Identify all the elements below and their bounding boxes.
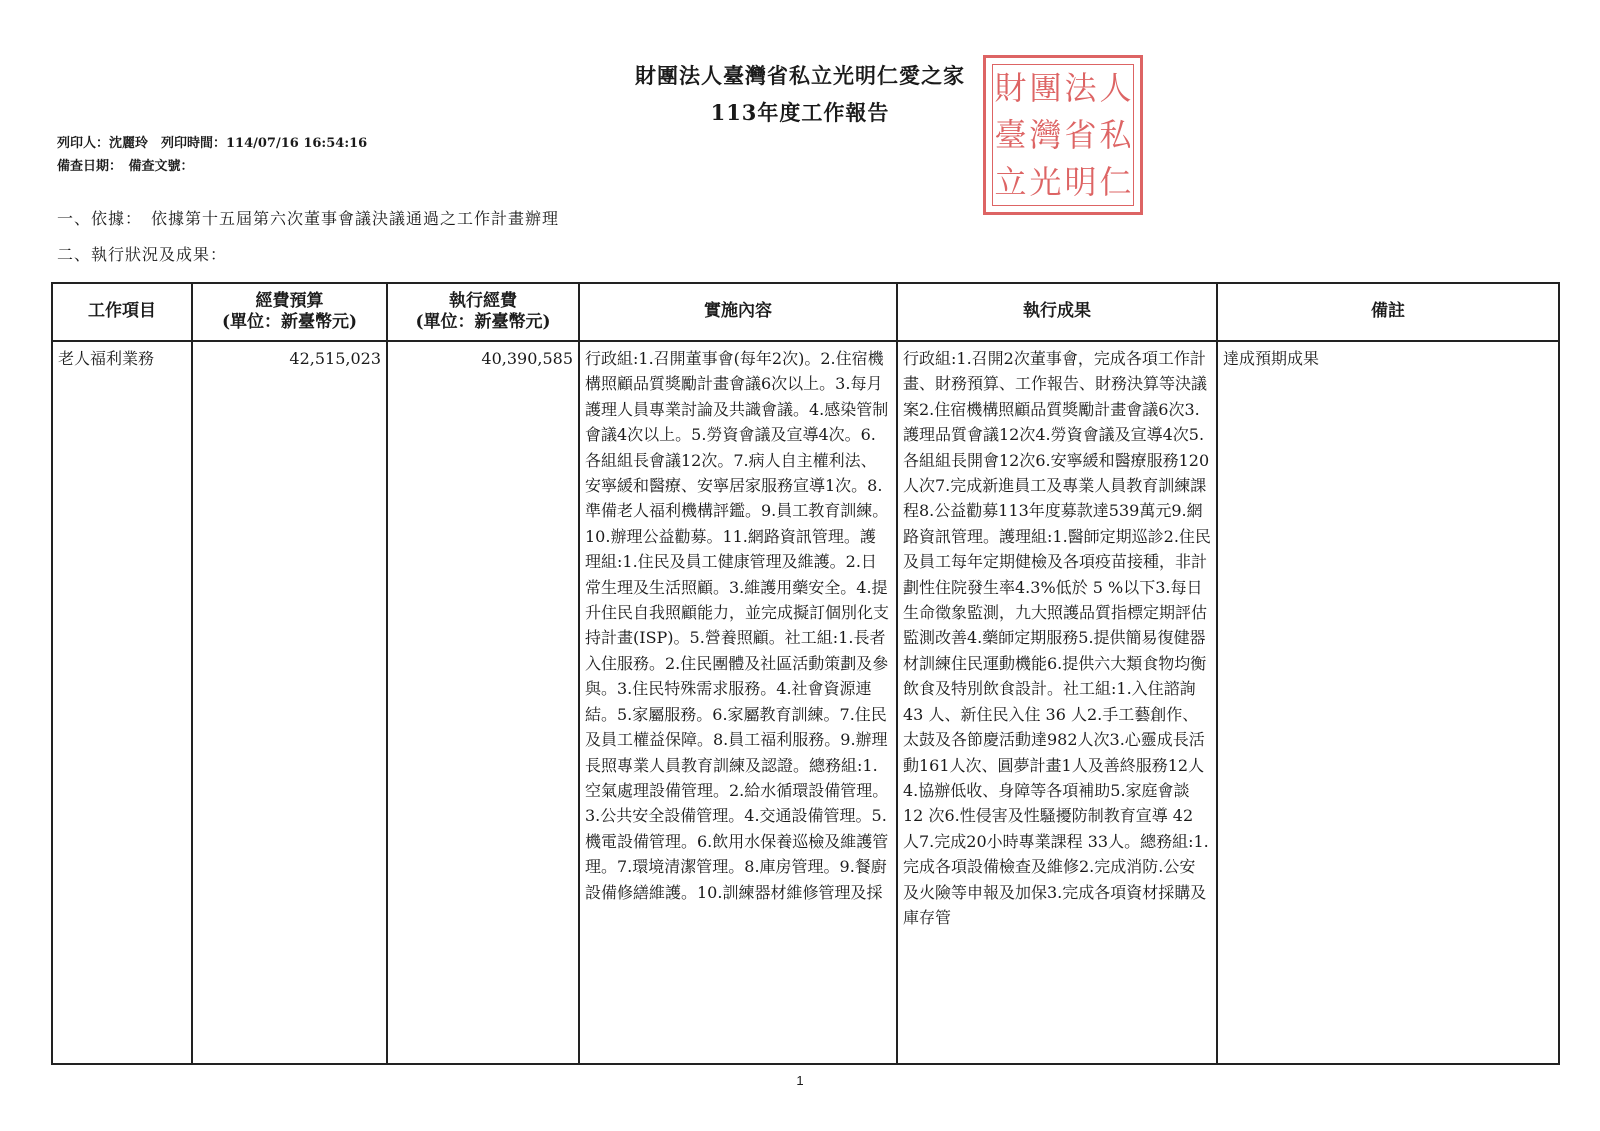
cell-item: 老人福利業務	[52, 341, 192, 1064]
header-budget: 經費預算 (單位：新臺幣元)	[192, 283, 387, 341]
seal-glyph: 財	[994, 69, 1027, 108]
seal-glyph: 明	[1064, 162, 1097, 201]
cell-budget: 42,515,023	[192, 341, 387, 1064]
seal-glyph: 人	[1099, 69, 1132, 108]
print-info: 列印人：沈麗玲 列印時間：114/07/16 16:54:16	[57, 136, 368, 151]
cell-content: 行政組:1.召開董事會(每年2次)。2.住宿機構照顧品質獎勵計畫會議6次以上。3.每月護理人員專業討論及共識會議。4.感染管制會議4次以上。5.勞資會議及宣導4次。6.各組組長會議12次。7.病人自主權利法、安寧緩和醫療、安寧居家服務宣導1次。8.準備老人福利機構評鑑。9.員工教育訓練。10.辦理公益勸募。11.網路資訊管理。護理組:1.住民及員工健康管理及維護。2.日常生理及生活照顧。3.維護用藥安全。4.提升住民自我照顧能力，並完成擬訂個別化支持計畫(ISP)。5.營養照顧。社工組:1.長者入住服務。2.住民團體及社區活動策劃及參與。3.住民特殊需求服務。4.社會資源連結。5.家屬服務。6.家屬教育訓練。7.住民及員工權益保障。8.員工福利服務。9.辦理長照專業人員教育訓練及認證。總務組:1.空氣處理設備管理。2.給水循環設備管理。3.公共安全設備管理。4.交通設備管理。5.機電設備管理。6.飲用水保養巡檢及維護管理。7.環境清潔管理。8.庫房管理。9.餐廚設備修繕維護。10.訓練器材維修管理及採	[579, 341, 897, 1064]
cell-note: 達成預期成果	[1217, 341, 1559, 1064]
header-result: 執行成果	[897, 283, 1217, 341]
seal-glyph: 立	[994, 162, 1027, 201]
report-title: 113年度工作報告	[710, 100, 890, 125]
filing-info: 備查日期： 備查文號：	[57, 159, 194, 174]
seal-glyph: 私	[1099, 115, 1132, 154]
org-title: 財團法人臺灣省私立光明仁愛之家	[635, 63, 965, 88]
table-header-row	[52, 283, 1559, 341]
seal-glyph: 灣	[1029, 115, 1062, 154]
header-content: 實施內容	[579, 283, 897, 341]
cell-result: 行政組:1.召開2次董事會，完成各項工作計畫、財務預算、工作報告、財務決算等決議案2.住宿機構照顧品質獎勵計畫會議6次3.護理品質會議12次4.勞資會議及宣導4次5.各組組長開會12次6.安寧緩和醫療服務120人次7.完成新進員工及專業人員教育訓練課程8.公益勸募113年度募款達539萬元9.網路資訊管理。護理組:1.醫師定期巡診2.住民及員工每年定期健檢及各項疫苗接種，非計劃性住院發生率4.3%低於 5 %以下3.每日生命徵象監測，九大照護品質指標定期評估監測改善4.藥師定期服務5.提供簡易復健器材訓練住民運動機能6.提供六大類食物均衡飲食及特別飲食設計。社工組:1.入住諮詢43 人、新住民入住 36 人2.手工藝創作、太鼓及各節慶活動達982人次3.心靈成長活動161人次、圓夢計畫1人及善終服務12人4.協辦低收、身障等各項補助5.家庭會談 12 次6.性侵害及性騷擾防制教育宣導 42 人7.完成20小時專業課程 33人。總務組:1.完成各項設備檢查及維修2.完成消防.公安及火險等申報及加保3.完成各項資材採購及庫存管	[897, 341, 1217, 1064]
seal-glyph: 團	[1029, 69, 1062, 108]
header-item: 工作項目	[52, 283, 192, 341]
table-row	[52, 341, 1559, 1064]
section-status: 二、執行狀況及成果：	[57, 245, 228, 264]
seal-glyph: 光	[1029, 162, 1062, 201]
seal-glyph: 仁	[1099, 162, 1132, 201]
work-report-table	[51, 282, 1560, 1065]
section-basis: 一、依據： 依據第十五屆第六次董事會議決議通過之工作計畫辦理	[57, 209, 560, 228]
page-number: 1	[796, 1073, 804, 1088]
seal-glyph: 臺	[994, 115, 1027, 154]
seal-glyph-grid	[992, 64, 1134, 206]
seal-glyph: 省	[1064, 115, 1097, 154]
seal-glyph: 法	[1064, 69, 1097, 108]
organization-seal	[983, 55, 1143, 215]
header-spent: 執行經費 (單位：新臺幣元)	[387, 283, 579, 341]
header-note: 備註	[1217, 283, 1559, 341]
cell-spent: 40,390,585	[387, 341, 579, 1064]
